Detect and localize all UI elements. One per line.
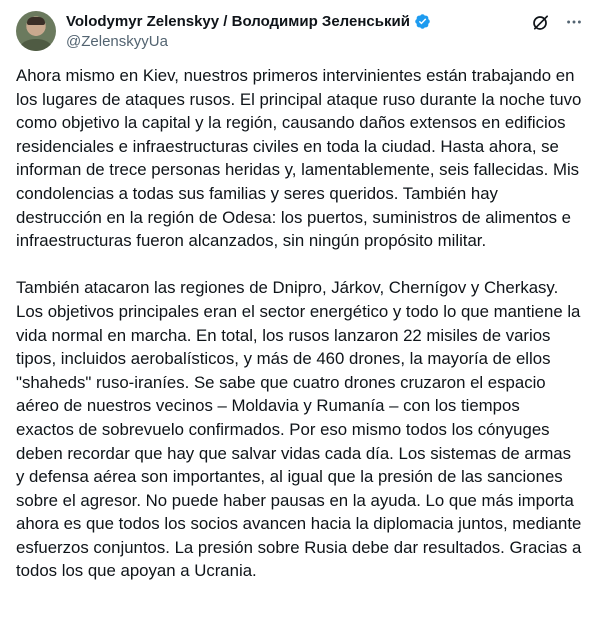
tweet-paragraph: Ahora mismo en Kiev, nuestros primeros intervinientes están trabajando en los lugares de ataques rusos. El principal ataque ruso durante la noche tuvo como objetivo la capital y la región, causando daños extensos en edificios residenciales e infraestructuras civiles en toda la ciudad. Hasta ahora, se informan de trece personas heridas y, lamentablemente, seis fallecidas. Mis condolencias a todas sus familias y seres queridos. También hay destrucción en la región de Odesa: los puertos, suministros de alimentos e infraestructuras fueron alcanzados, sin ningún propósito militar. [16,66,582,251]
tweet-text [16,64,582,583]
display-name[interactable]: Volodymyr Zelenskyy / Володимир Зеленський [66,12,410,30]
name-row [66,11,431,31]
user-meta [66,11,431,53]
grok-icon[interactable] [530,12,550,32]
user-handle[interactable]: @ZelenskyyUa [66,33,168,50]
avatar-shirt [20,39,52,51]
verified-badge-icon [414,13,431,30]
avatar[interactable] [16,11,56,51]
more-icon[interactable] [564,12,584,32]
top-actions [530,12,584,32]
tweet-paragraph: También atacaron las regiones de Dnipro, Járkov, Chernígov y Cherkasy. Los objetivos principales eran el sector energético y todo lo que mantiene la vida normal en marcha. En total, los rusos lanzaron 22 misiles de varios tipos, incluidos aerobalísticos, y más de 460 drones, la mayoría de ellos "shaheds" ruso-iraníes. Se sabe que cuatro drones cruzaron el espacio aéreo de nuestros vecinos – Moldavia y Rumanía – con los tiempos exactos de sobrevuelo confirmados. Por eso mismo todos los cónyuges deben recordar que hay que salvar vidas cada día. Los sistemas de armas y defensa aérea son importantes, al igual que la presión de las sanciones sobre el agresor. No puede haber pausas en la ayuda. Lo que más importa ahora es que todos los socios avancen hacia la diplomacia juntos, mediante esfuerzos conjuntos. La presión sobre Rusia debe dar resultados. Gracias a todos los que apoyan a Ucrania. [16,278,582,581]
avatar-hair [27,17,45,25]
